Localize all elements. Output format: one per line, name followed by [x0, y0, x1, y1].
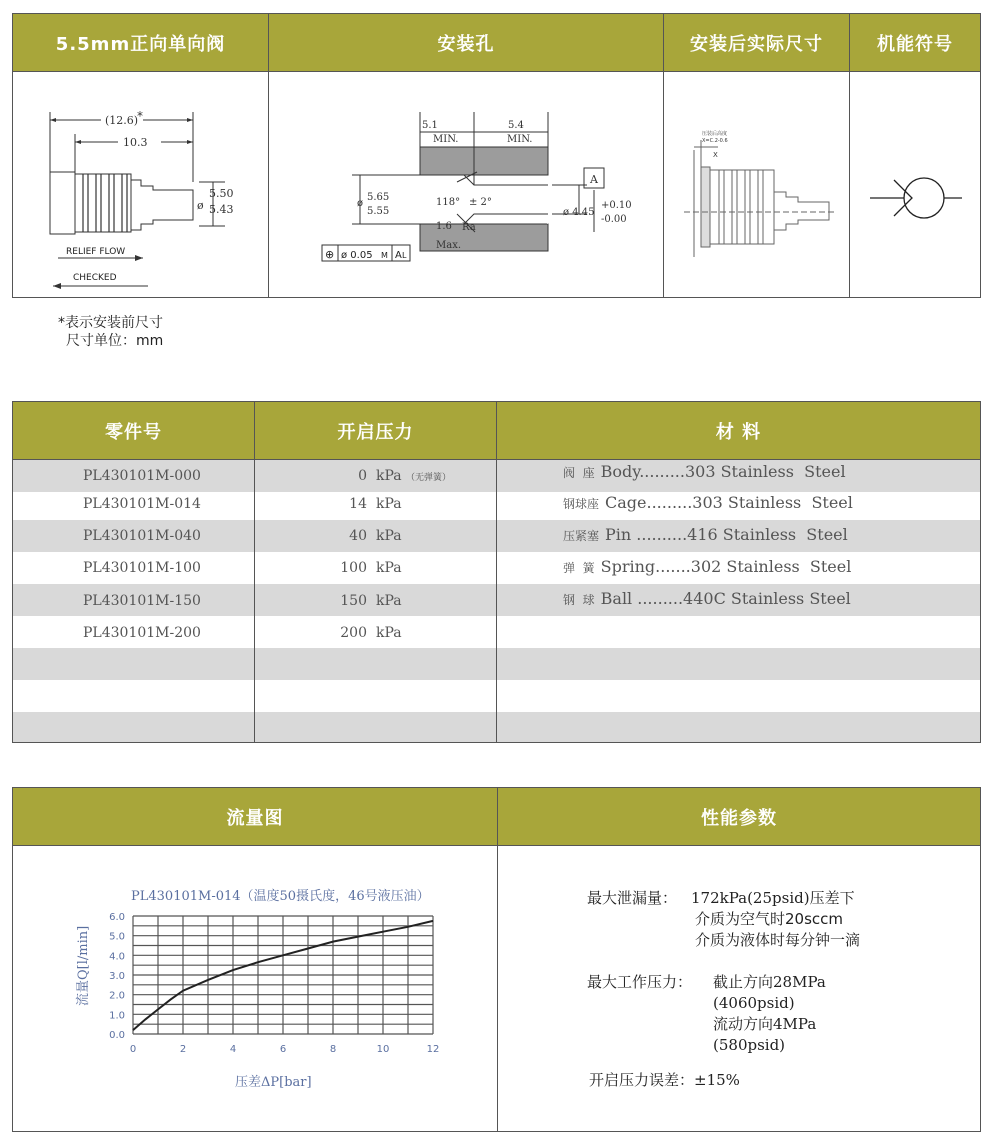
table-row: PL430101M-200 — [83, 625, 201, 641]
material-pin: 压紧塞 Pin ..........416 Stainless Steel — [563, 525, 848, 544]
header-cracking-pressure: 开启压力 — [255, 402, 497, 459]
svg-text:5.1: 5.1 — [422, 120, 438, 131]
flow-chart — [13, 846, 497, 1132]
header-part-no: 零件号 — [13, 402, 255, 459]
svg-text:A: A — [395, 250, 402, 261]
x-tick-label: 4 — [229, 1044, 237, 1055]
x-tick-label: 0 — [129, 1044, 137, 1055]
svg-text:压装后高度: 压装后高度 — [702, 131, 728, 137]
svg-text:X: X — [713, 151, 718, 159]
svg-text:Max.: Max. — [436, 240, 462, 251]
x-tick-label: 2 — [179, 1044, 187, 1055]
svg-text:-0.00: -0.00 — [601, 214, 627, 225]
work-line-3: 流动方向4MPa — [713, 1015, 817, 1033]
header-performance: 性能参数 — [498, 788, 980, 845]
leak-line-3: 介质为液体时每分钟一滴 — [695, 931, 861, 949]
svg-text:MIN.: MIN. — [507, 134, 533, 145]
y-tick-label: 1.0 — [109, 1010, 125, 1022]
leak-label: 最大泄漏量： — [587, 889, 678, 907]
svg-text:5.65: 5.65 — [367, 192, 390, 203]
work-line-2: (4060psid) — [713, 994, 795, 1012]
relief-flow-label: RELIEF FLOW — [66, 247, 126, 257]
y-tick-label: 3.0 — [109, 971, 125, 982]
header-material: 材 料 — [497, 402, 980, 459]
svg-text:± 2°: ± 2° — [469, 197, 492, 208]
datum-a: A — [590, 173, 598, 186]
table-row: PL430101M-040 — [83, 528, 201, 544]
table-row: PL430101M-150 — [83, 593, 201, 609]
x-tick-label: 10 — [376, 1044, 390, 1055]
svg-text:ø 0.05: ø 0.05 — [341, 250, 373, 261]
dim-length: 10.3 — [123, 136, 148, 149]
svg-text:5.4: 5.4 — [508, 120, 524, 131]
material-body: 阀 座 Body.........303 Stainless Steel — [563, 462, 846, 481]
x-axis-label: 压差ΔP[bar] — [235, 1075, 312, 1090]
svg-text:1.6: 1.6 — [436, 221, 452, 232]
y-axis-label: 流量Q[l/min] — [76, 925, 91, 1006]
x-tick-label: 12 — [426, 1044, 440, 1055]
svg-text:ø 4.45: ø 4.45 — [563, 207, 595, 218]
material-ball: 钢 球 Ball .........440C Stainless Steel — [563, 589, 851, 608]
y-tick-label: 0.0 — [109, 1030, 125, 1041]
leak-line-2: 介质为空气时20sccm — [695, 910, 844, 928]
table-row: PL430101M-100 — [83, 560, 201, 576]
table-row: PL430101M-014 — [83, 496, 201, 512]
svg-text:X=C.2-0.6: X=C.2-0.6 — [702, 138, 728, 144]
svg-text:ø: ø — [197, 199, 204, 212]
dia-top: 5.50 — [209, 187, 234, 200]
work-label: 最大工作压力： — [587, 973, 693, 991]
header-install-hole: 安装孔 — [269, 14, 664, 71]
performance-table — [12, 787, 981, 1132]
checked-label: CHECKED — [73, 273, 117, 283]
header-installed-size: 安装后实际尺寸 — [664, 14, 850, 71]
svg-text:⊕: ⊕ — [325, 248, 335, 261]
note-asterisk: *表示安装前尺寸 — [58, 315, 163, 331]
y-tick-label: 4.0 — [109, 951, 125, 963]
y-tick-label: 6.0 — [109, 912, 125, 923]
note-unit: 尺寸单位：mm — [66, 333, 164, 349]
material-spring: 弹 簧 Spring.......302 Stainless Steel — [563, 557, 852, 576]
leak-line-1: 172kPa(25psid)压差下 — [691, 889, 855, 907]
svg-text:5.55: 5.55 — [367, 206, 390, 217]
header-flow-chart: 流量图 — [13, 788, 498, 845]
header-valve: 5.5mm正向单向阀 — [13, 14, 269, 71]
check-valve-symbol — [850, 72, 980, 298]
svg-text:+0.10: +0.10 — [601, 200, 632, 211]
x-tick-label: 8 — [329, 1044, 337, 1055]
dia-bottom: 5.43 — [209, 203, 234, 216]
install-hole-drawing — [269, 72, 663, 298]
dim-total: (12.6) — [105, 114, 139, 127]
work-line-4: (580psid) — [713, 1036, 786, 1054]
svg-text:ø: ø — [357, 198, 364, 209]
svg-text:MIN.: MIN. — [433, 134, 459, 145]
x-tick-label: 6 — [279, 1044, 287, 1055]
y-tick-label: 5.0 — [109, 931, 125, 943]
parts-table: 零件号 开启压力 材 料 PL430101M-000 PL430101M-014 PL430101M-040 PL430101M-100 PL430101M-150 PL430101M-200 0 kPa （无弹簧） 14 kPa 40 kPa 100 kPa 150 kPa 200 kPa 阀 座 Body.........303 Stainless Steel 钢球座 Cage.........303 Stainless Steel 压紧塞 Pin ..........416 Stainless Steel 弹 簧 Spring.......302 Stainless Steel 钢 球 Ball .........440C Stainless Steel — [12, 401, 981, 743]
svg-text:L: L — [402, 251, 407, 260]
dim-asterisk: * — [137, 109, 143, 123]
y-tick-label: 2.0 — [109, 990, 125, 1002]
table-row: PL430101M-000 — [83, 468, 201, 484]
work-line-1: 截止方向28MPa — [713, 973, 826, 991]
material-cage: 钢球座 Cage.........303 Stainless Steel — [563, 493, 853, 512]
tolerance-line: 开启压力误差：±15% — [589, 1071, 740, 1089]
installed-drawing — [664, 72, 849, 298]
spec-table — [12, 13, 981, 298]
valve-drawing — [13, 72, 268, 298]
header-symbol: 机能符号 — [850, 14, 980, 71]
svg-text:Ra: Ra — [462, 222, 476, 233]
chart-title: PL430101M-014（温度50摄氏度，46号液压油） — [131, 889, 430, 904]
svg-text:118°: 118° — [436, 197, 461, 208]
svg-text:M: M — [381, 251, 388, 260]
